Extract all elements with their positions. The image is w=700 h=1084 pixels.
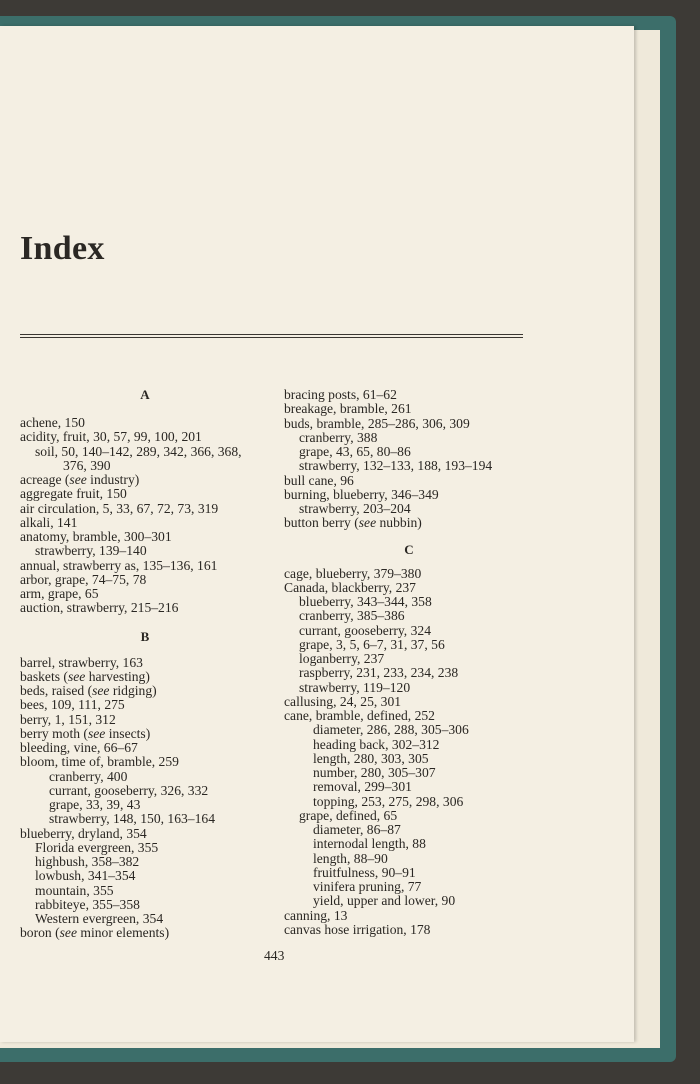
- index-entry: arbor, grape, 74–75, 78: [20, 571, 147, 587]
- index-column-right: [284, 388, 534, 937]
- index-subentry: diameter, 86–87: [313, 822, 401, 837]
- index-entry: Canada, blackberry, 237: [284, 579, 416, 595]
- index-subentry: rabbiteye, 355–358: [35, 896, 140, 912]
- index-subentry: grape, defined, 65: [299, 807, 398, 823]
- index-subentry: fruitfulness, 90–91: [313, 864, 416, 880]
- index-entry: baskets (see harvesting): [20, 668, 150, 684]
- index-subentry: soil, 50, 140–142, 289, 342, 366, 368,: [35, 443, 242, 459]
- index-entry: bull cane, 96: [284, 472, 354, 488]
- index-subentry: cranberry, 400: [49, 768, 128, 784]
- index-subentry: topping, 253, 275, 298, 306: [313, 793, 464, 809]
- index-subentry: heading back, 302–312: [313, 736, 440, 752]
- index-subentry: highbush, 358–382: [35, 854, 140, 869]
- index-subentry: loganberry, 237: [299, 651, 385, 666]
- index-entry: canvas hose irrigation, 178: [284, 921, 431, 937]
- index-subentry: mountain, 355: [35, 882, 114, 898]
- index-entry: bloom, time of, bramble, 259: [20, 754, 179, 770]
- index-subentry: 376, 390: [63, 457, 111, 473]
- index-entry: barrel, strawberry, 163: [20, 654, 143, 670]
- index-entry: burning, blueberry, 346–349: [284, 486, 439, 502]
- index-entry: aggregate fruit, 150: [20, 486, 127, 502]
- index-subentry: blueberry, 343–344, 358: [299, 594, 432, 609]
- index-subentry: strawberry, 119–120: [299, 679, 411, 695]
- section-letter: A: [140, 387, 150, 402]
- index-subentry: grape, 33, 39, 43: [49, 797, 141, 812]
- index-subentry: removal, 299–301: [313, 779, 412, 795]
- section-letter: C: [404, 541, 414, 557]
- index-entry: anatomy, bramble, 300–301: [20, 529, 172, 544]
- index-entry: cage, blueberry, 379–380: [284, 565, 422, 581]
- index-subentry: diameter, 286, 288, 305–306: [313, 722, 469, 738]
- index-entry: achene, 150: [20, 415, 85, 430]
- index-entry: bleeding, vine, 66–67: [20, 740, 138, 755]
- section-letter: B: [140, 628, 150, 644]
- index-entry: breakage, bramble, 261: [284, 401, 412, 417]
- index-subentry: currant, gooseberry, 324: [299, 622, 431, 638]
- index-subentry: grape, 43, 65, 80–86: [299, 444, 411, 459]
- index-subentry: Western evergreen, 354: [35, 911, 164, 926]
- index-subentry: vinifera pruning, 77: [313, 879, 422, 894]
- index-entry: berry, 1, 151, 312: [20, 711, 116, 727]
- index-subentry: currant, gooseberry, 326, 332: [49, 782, 209, 798]
- index-entry: arm, grape, 65: [20, 586, 99, 601]
- index-subentry: number, 280, 305–307: [313, 765, 436, 780]
- index-entry: annual, strawberry as, 135–136, 161: [20, 557, 218, 573]
- index-entry: blueberry, dryland, 354: [20, 825, 147, 841]
- index-entry: bees, 109, 111, 275: [20, 697, 125, 713]
- title-rule-bottom: [20, 337, 523, 338]
- index-entry: acreage (see industry): [20, 472, 140, 487]
- index-subentry: grape, 3, 5, 6–7, 31, 37, 56: [299, 636, 445, 652]
- index-subentry: cranberry, 385–386: [299, 608, 405, 624]
- index-subentry: strawberry, 148, 150, 163–164: [49, 811, 215, 827]
- index-subentry: strawberry, 203–204: [299, 501, 411, 516]
- index-entry: bracing posts, 61–62: [284, 387, 397, 402]
- index-subentry: internodal length, 88: [313, 836, 426, 852]
- index-subentry: length, 280, 303, 305: [313, 750, 429, 766]
- page-number: 443: [264, 948, 285, 963]
- index-subentry: lowbush, 341–354: [35, 868, 136, 884]
- index-entry: callusing, 24, 25, 301: [284, 693, 402, 709]
- index-subentry: yield, upper and lower, 90: [313, 893, 456, 909]
- index-entry: canning, 13: [284, 907, 348, 923]
- index-entry: boron (see minor elements): [20, 925, 170, 941]
- index-entry: buds, bramble, 285–286, 306, 309: [284, 415, 470, 431]
- index-entry: cane, bramble, defined, 252: [284, 708, 435, 723]
- index-page: [0, 26, 634, 1042]
- index-entry: auction, strawberry, 215–216: [20, 600, 179, 616]
- index-entry: alkali, 141: [20, 514, 78, 530]
- index-entry: acidity, fruit, 30, 57, 99, 100, 201: [20, 429, 202, 445]
- index-subentry: cranberry, 388: [299, 429, 378, 445]
- index-entry: button berry (see nubbin): [284, 515, 422, 531]
- page-title: Index: [20, 230, 105, 267]
- index-subentry: Florida evergreen, 355: [35, 839, 159, 855]
- index-subentry: strawberry, 139–140: [35, 543, 147, 559]
- index-subentry: raspberry, 231, 233, 234, 238: [299, 665, 459, 681]
- index-column-left: [20, 388, 270, 941]
- title-rule-top: [20, 334, 523, 335]
- index-subentry: length, 88–90: [313, 850, 388, 866]
- index-entry: berry moth (see insects): [20, 725, 151, 741]
- index-entry: air circulation, 5, 33, 67, 72, 73, 319: [20, 500, 219, 516]
- index-entry: beds, raised (see ridging): [20, 683, 157, 698]
- index-subentry: strawberry, 132–133, 188, 193–194: [299, 458, 493, 474]
